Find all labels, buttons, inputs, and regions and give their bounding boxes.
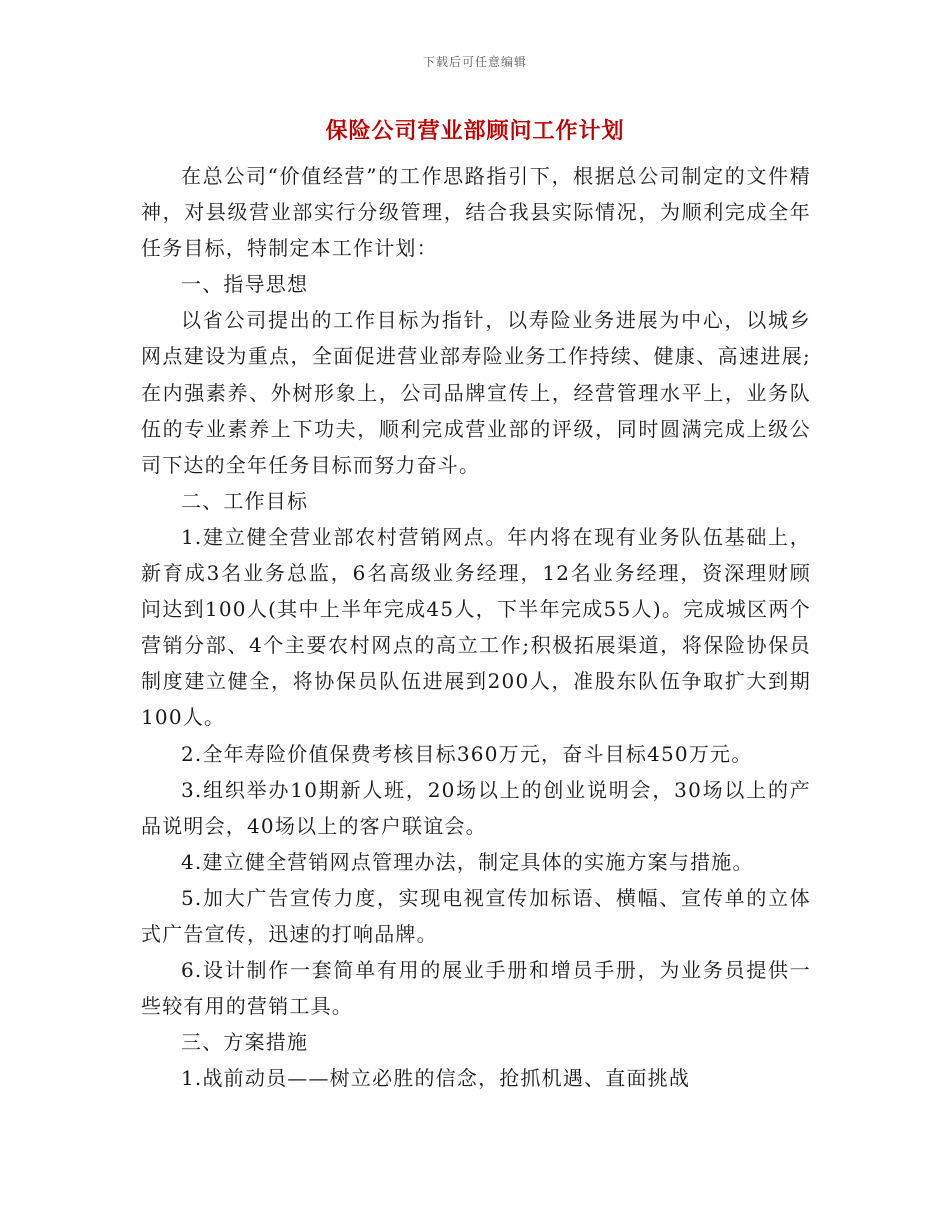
goal-item-3: 3.组织举办10期新人班，20场以上的创业说明会，30场以上的产品说明会，40场以上的客户联谊会。	[141, 777, 811, 838]
section-heading-guiding-thought: 一、指导思想	[181, 272, 309, 297]
goal-item-2: 2.全年寿险价值保费考核目标360万元，奋斗目标450万元。	[181, 741, 753, 766]
document-body	[141, 158, 811, 1096]
section-heading-work-goals: 二、工作目标	[181, 488, 309, 513]
goal-item-6: 6.设计制作一套简单有用的展业手册和增员手册，为业务员提供一些较有用的营销工具。	[141, 958, 811, 1019]
goal-item-4: 4.建立健全营销网点管理办法，制定具体的实施方案与措施。	[181, 849, 754, 874]
goal-item-1: 1.建立健全营业部农村营销网点。年内将在现有业务队伍基础上，新育成3名业务总监，6名高级业务经理，12名业务经理，资深理财顾问达到100人(其中上半年完成45人，下半年完成55人)。完成城区两个营销分部、4个主要农村网点的高立工作;积极拓展渠道，将保险协保员制度建立健全，将协保员队伍进展到200人，准股东队伍争取扩大到期100人。	[141, 524, 811, 730]
section-heading-measures: 三、方案措施	[181, 1030, 309, 1055]
intro-paragraph: 在总公司“价值经营”的工作思路指引下，根据总公司制定的文件精神，对县级营业部实行分级管理，结合我县实际情况，为顺利完成全年任务目标，特制定本工作计划：	[141, 164, 811, 261]
measure-item-1: 1.战前动员——树立必胜的信念，抢抓机遇、直面挑战	[181, 1066, 691, 1091]
guiding-thought-paragraph: 以省公司提出的工作目标为指针，以寿险业务进展为中心，以城乡网点建设为重点，全面促进营业部寿险业务工作持续、健康、高速进展;在内强素养、外树形象上，公司品牌宣传上，经营管理水平上，业务队伍的专业素养上下功夫，顺利完成营业部的评级，同时圆满完成上级公司下达的全年任务目标而努力奋斗。	[141, 308, 811, 477]
document-title: 保险公司营业部顾问工作计划	[325, 118, 625, 144]
goal-item-5: 5.加大广告宣传力度，实现电视宣传加标语、横幅、宣传单的立体式广告宣传，迅速的打响品牌。	[141, 885, 811, 946]
header-note: 下载后可任意编辑	[422, 55, 527, 69]
